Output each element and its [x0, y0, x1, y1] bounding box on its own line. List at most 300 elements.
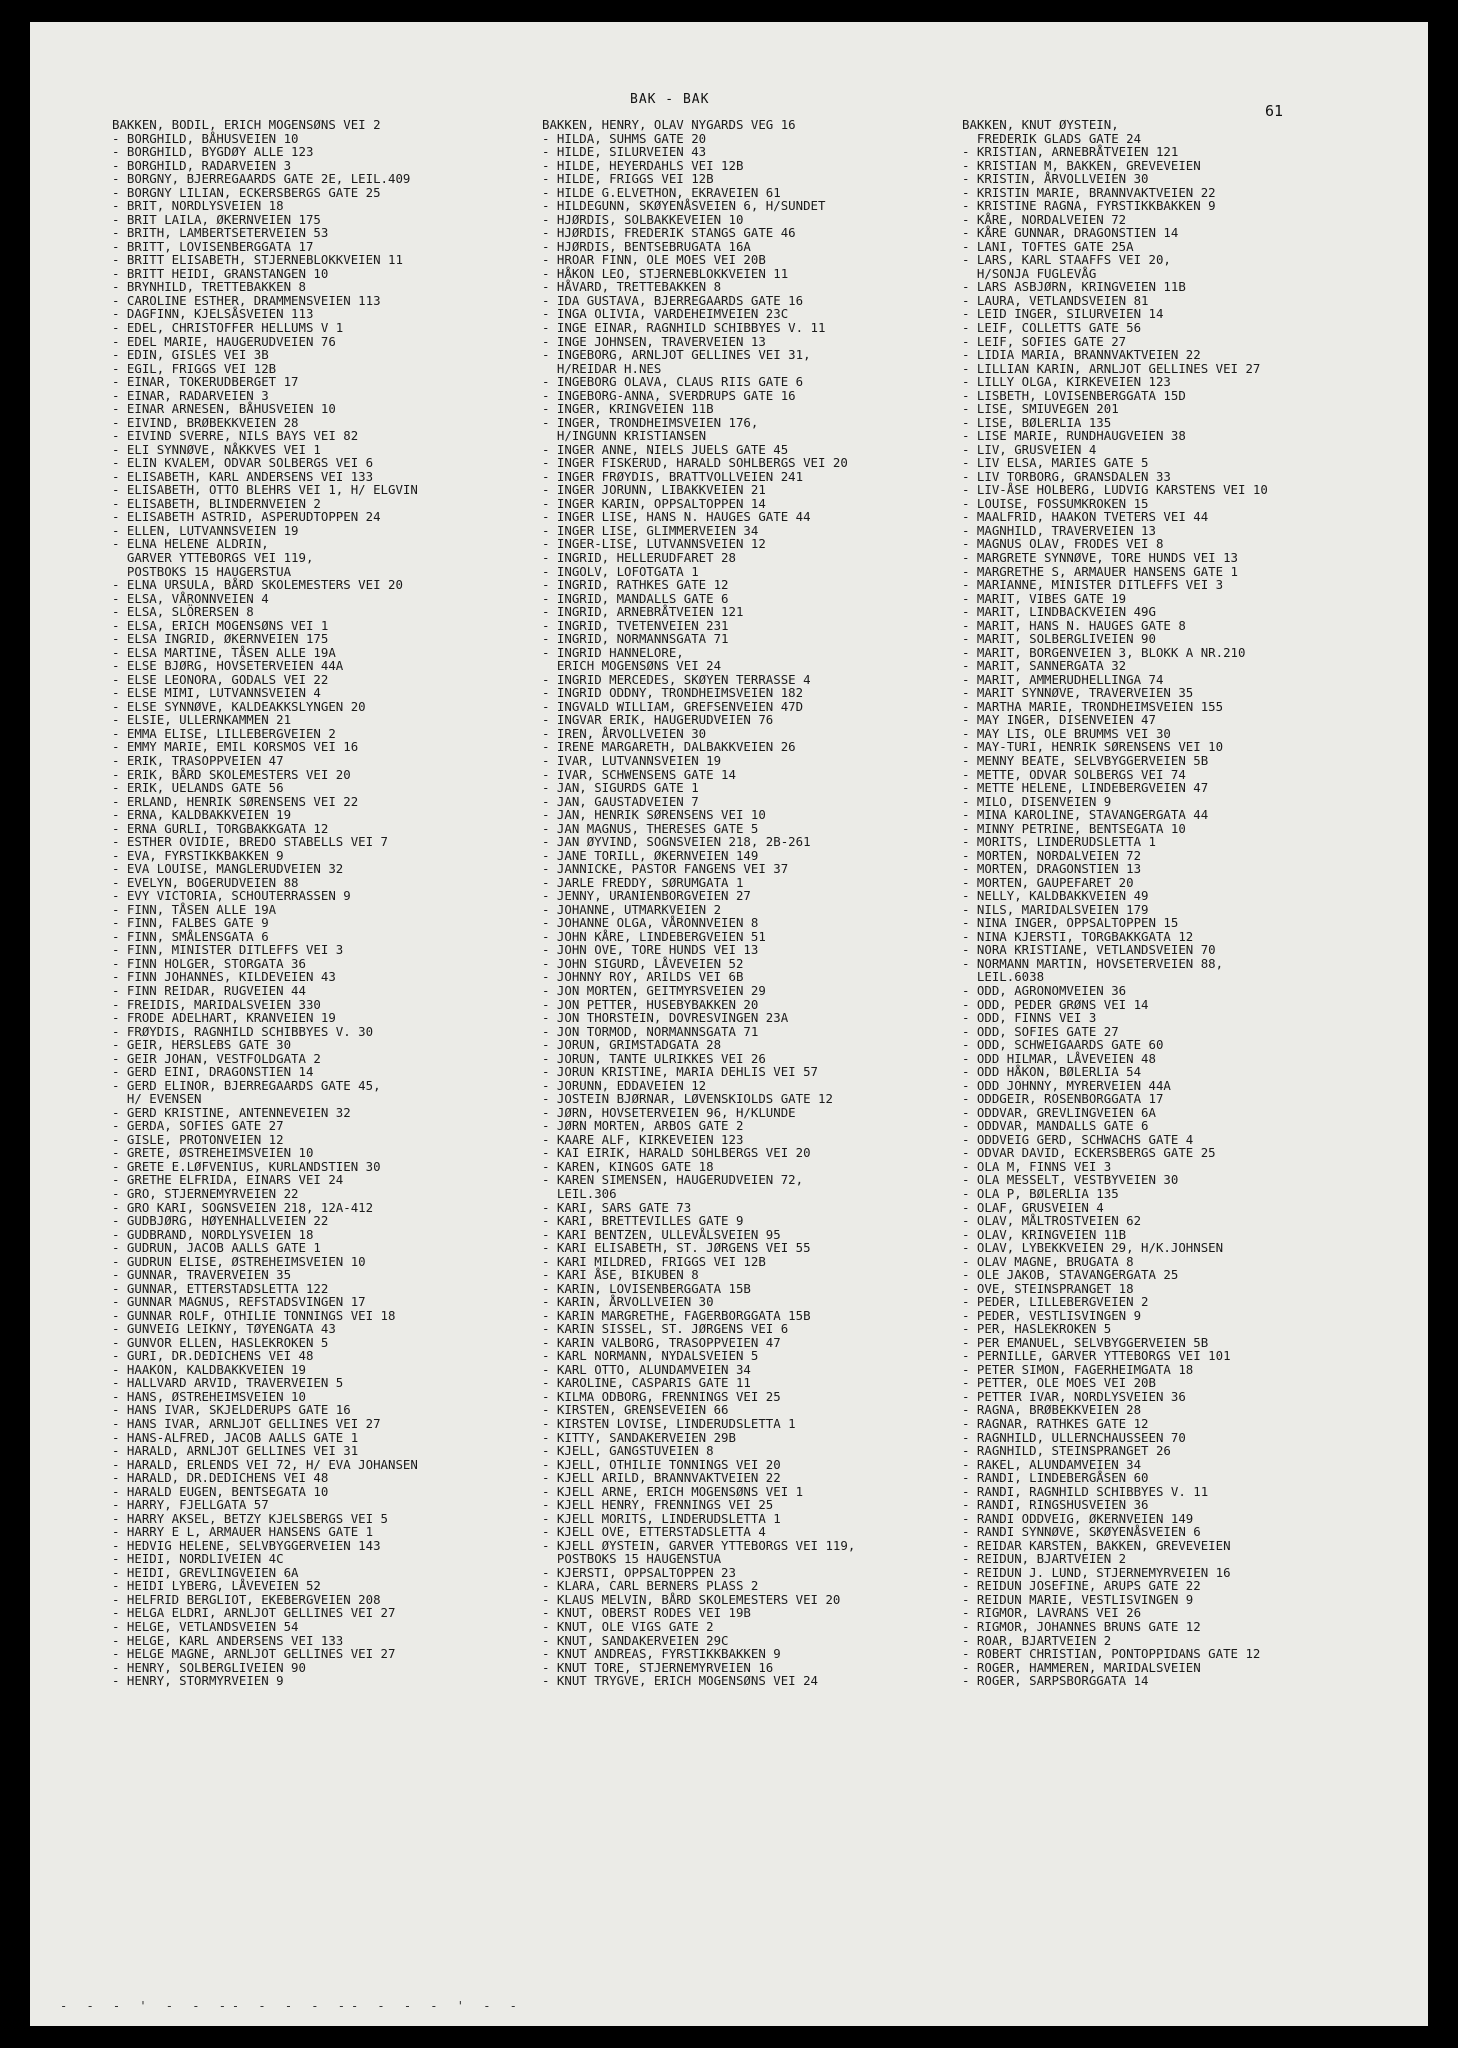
directory-entry: - HALLVARD ARVID, TRAVERVEIEN 5: [112, 1375, 344, 1391]
directory-entry: - ODD, PEDER GRØNS VEI 14: [962, 996, 1149, 1012]
directory-entry: - ELLEN, LUTVANNSVEIEN 19: [112, 522, 299, 538]
directory-entry: - KNUT, OLE VIGS GATE 2: [542, 1618, 714, 1634]
directory-entry: - ROBERT CHRISTIAN, PONTOPPIDANS GATE 12: [962, 1646, 1261, 1662]
directory-entry: - FINN, TÅSEN ALLE 19A: [112, 901, 277, 917]
directory-entry: - GUDRUN ELISE, ØSTREHEIMSVEIEN 10: [112, 1253, 366, 1269]
directory-entry: - RAKEL, ALUNDAMVEIEN 34: [962, 1456, 1142, 1472]
directory-entry: - FINN REIDAR, RUGVEIEN 44: [112, 983, 306, 998]
directory-entry: - RANDI, RINGSHUSVEIEN 36: [962, 1497, 1149, 1513]
directory-entry: - ELISABETH, BLINDERNVEIEN 2: [112, 495, 321, 511]
directory-entry: - MARIT, AMMERUDHELLINGA 74: [962, 671, 1164, 687]
directory-entry: - MARIANNE, MINISTER DITLEFFS VEI 3: [962, 577, 1224, 593]
directory-entry: - BRIT, NORDLYSVEIEN 18: [112, 198, 284, 214]
directory-entry: - HÅKON LEO, STJERNEBLOKKVEIEN 11: [542, 265, 789, 281]
directory-entry: - GRO KARI, SOGNSVEIEN 218, 12A-412: [112, 1199, 374, 1215]
directory-entry: - HÅVARD, TRETTEBAKKEN 8: [542, 279, 722, 295]
directory-entry: - INGRID ODDNY, TRONDHEIMSVEIEN 182: [542, 685, 804, 701]
directory-entry: - LEID INGER, SILURVEIEN 14: [962, 306, 1164, 322]
directory-entry: - EVELYN, BOGERUDVEIEN 88: [112, 874, 299, 890]
directory-entry: - INGRID HANNELORE,: [542, 644, 684, 660]
directory-entry: - ELSA MARTINE, TÅSEN ALLE 19A: [112, 644, 336, 660]
directory-entry: - RANDI, RAGNHILD SCHIBBYES V. 11: [962, 1483, 1209, 1499]
directory-entry: - OVE, STEINSPRANGET 18: [962, 1280, 1134, 1296]
directory-entry: - KJELL ARILD, BRANNVAKTVEIEN 22: [542, 1470, 781, 1486]
directory-entry: - INGVALD WILLIAM, GREFSENVEIEN 47D: [542, 698, 804, 714]
directory-entry: - ELISABETH, OTTO BLEHRS VEI 1, H/ ELGVIN: [112, 482, 418, 498]
directory-entry: - IRENE MARGARETH, DALBAKKVEIEN 26: [542, 739, 796, 755]
directory-entry: - JOHN KÅRE, LINDEBERGVEIEN 51: [542, 928, 766, 944]
directory-entry: - REIDUN JOSEFINE, ARUPS GATE 22: [962, 1578, 1201, 1594]
directory-entry: - GISLE, PROTONVEIEN 12: [112, 1131, 284, 1147]
directory-entry: - JARLE FREDDY, SØRUMGATA 1: [542, 874, 744, 890]
directory-entry: - ODD, SCHWEIGAARDS GATE 60: [962, 1037, 1164, 1053]
directory-entry: - LARS ASBJØRN, KRINGVEIEN 11B: [962, 279, 1186, 295]
directory-entry: - HARALD, DR.DEDICHENS VEI 48: [112, 1470, 329, 1486]
directory-entry: - KJELL ØYSTEIN, GARVER YTTEBORGS VEI 119,: [542, 1537, 856, 1553]
directory-entry: - FINN, MINISTER DITLEFFS VEI 3: [112, 942, 344, 958]
directory-entry: - REIDAR KARSTEN, BAKKEN, GREVEVEIEN: [962, 1537, 1231, 1553]
directory-entry: - MILO, DISENVEIEN 9: [962, 793, 1112, 809]
directory-entry: - KAREN SIMENSEN, HAUGERUDVEIEN 72,: [542, 1172, 804, 1188]
directory-entry: - LAURA, VETLANDSVEIEN 81: [962, 292, 1149, 308]
directory-entry: - PETTER IVAR, NORDLYSVEIEN 36: [962, 1388, 1186, 1404]
directory-entry: - LANI, TOFTES GATE 25A: [962, 238, 1134, 254]
directory-entry: - KNUT TORE, STJERNEMYRVEIEN 16: [542, 1659, 774, 1675]
directory-entry: - HELGE MAGNE, ARNLJOT GELLINES VEI 27: [112, 1646, 396, 1662]
directory-entry: - ODDVAR, MANDALLS GATE 6: [962, 1118, 1149, 1134]
directory-entry: - KJELL ARNE, ERICH MOGENSØNS VEI 1: [542, 1483, 804, 1499]
directory-entry: - ODDVAR, GREVLINGVEIEN 6A: [962, 1104, 1156, 1120]
directory-entry: - BORGHILD, BÅHUSVEIEN 10: [112, 130, 299, 146]
directory-entry: - BORGHILD, BYGDØY ALLE 123: [112, 144, 314, 160]
directory-entry: - BRITT, LOVISENBERGGATA 17: [112, 238, 314, 254]
directory-entry: - GERD ELINOR, BJERREGAARDS GATE 45,: [112, 1077, 381, 1093]
directory-entry: - IREN, ÅRVOLLVEIEN 30: [542, 725, 707, 741]
directory-entry: FREDERIK GLADS GATE 24: [962, 130, 1142, 146]
directory-entry: BAKKEN, BODIL, ERICH MOGENSØNS VEI 2: [112, 117, 381, 132]
directory-entry: H/INGUNN KRISTIANSEN: [542, 428, 707, 444]
directory-entry: - INGER JORUNN, LIBAKKVEIEN 21: [542, 482, 766, 498]
directory-entry: - BORGHILD, RADARVEIEN 3: [112, 157, 292, 173]
directory-entry: - GRETHE ELFRIDA, EINARS VEI 24: [112, 1172, 344, 1188]
directory-entry: H/SONJA FUGLEVÅG: [962, 265, 1097, 281]
directory-entry: - METTE HELENE, LINDEBERGVEIEN 47: [962, 780, 1209, 796]
directory-entry: - JOHNNY ROY, ARILDS VEI 6B: [542, 969, 744, 985]
directory-entry: - ERIK, UELANDS GATE 56: [112, 780, 284, 796]
directory-entry: - ODD, FINNS VEI 3: [962, 1010, 1097, 1026]
directory-entry: - KJERSTI, OPPSALTOPPEN 23: [542, 1564, 736, 1580]
directory-entry: - MARIT, HANS N. HAUGES GATE 8: [962, 617, 1186, 633]
directory-entry: - ODVAR DAVID, ECKERSBERGS GATE 25: [962, 1145, 1216, 1161]
directory-entry: - ELSE LEONORA, GODALS VEI 22: [112, 671, 329, 687]
directory-entry: - JØRN, HOVSETERVEIEN 96, H/KLUNDE: [542, 1104, 796, 1120]
directory-entry: - INGRID, NORMANNSGATA 71: [542, 631, 729, 647]
directory-entry: - HILDA, SUHMS GATE 20: [542, 130, 707, 146]
directory-entry: - GUNNAR, TRAVERVEIEN 35: [112, 1267, 292, 1283]
directory-entry: - GRO, STJERNEMYRVEIEN 22: [112, 1185, 299, 1201]
directory-entry: - INGVAR ERIK, HAUGERUDVEIEN 76: [542, 712, 774, 728]
directory-entry: - HILDE, FRIGGS VEI 12B: [542, 171, 714, 187]
directory-entry: - IDA GUSTAVA, BJERREGAARDS GATE 16: [542, 292, 804, 308]
directory-entry: - KARIN MARGRETHE, FAGERBORGGATA 15B: [542, 1307, 811, 1323]
directory-entry: - JAN ØYVIND, SOGNSVEIEN 218, 2B-261: [542, 834, 811, 850]
directory-entry: - LIV, GRUSVEIEN 4: [962, 441, 1097, 457]
directory-entry: - KARIN, ÅRVOLLVEIEN 30: [542, 1294, 714, 1310]
directory-entry: - HAAKON, KALDBAKKVEIEN 19: [112, 1361, 306, 1377]
directory-entry: - HILDE G.ELVETHON, EKRAVEIEN 61: [542, 184, 781, 200]
directory-entry: - GERD EINI, DRAGONSTIEN 14: [112, 1064, 314, 1080]
directory-entry: - INGE EINAR, RAGNHILD SCHIBBYES V. 11: [542, 319, 826, 335]
directory-entry: - IVAR, LUTVANNSVEIEN 19: [542, 752, 722, 768]
directory-entry: - INGRID MERCEDES, SKØYEN TERRASSE 4: [542, 671, 811, 687]
directory-entry: GARVER YTTEBORGS VEI 119,: [112, 550, 314, 565]
directory-entry: - MAY INGER, DISENVEIEN 47: [962, 712, 1156, 728]
directory-entry: - JON THORSTEIN, DOVRESVINGEN 23A: [542, 1010, 789, 1026]
directory-entry: - EGIL, FRIGGS VEI 12B: [112, 360, 277, 376]
directory-entry: - HARRY AKSEL, BETZY KJELSBERGS VEI 5: [112, 1510, 389, 1526]
directory-entry: - ODD HÅKON, BØLERLIA 54: [962, 1064, 1142, 1080]
directory-entry: - BRITT ELISABETH, STJERNEBLOKKVEIEN 11: [112, 252, 403, 268]
directory-entry: - KRISTIN MARIE, BRANNVAKTVEIEN 22: [962, 184, 1216, 200]
directory-entry: - KIRSTEN, GRENSEVEIEN 66: [542, 1402, 729, 1418]
directory-entry: - KARI ELISABETH, ST. JØRGENS VEI 55: [542, 1240, 811, 1256]
directory-entry: - LISE MARIE, RUNDHAUGVEIEN 38: [962, 428, 1186, 444]
directory-entry: - HELGA ELDRI, ARNLJOT GELLINES VEI 27: [112, 1605, 396, 1621]
directory-entry: - PEDER, LILLEBERGVEIEN 2: [962, 1294, 1149, 1310]
directory-entry: - JON PETTER, HUSEBYBAKKEN 20: [542, 996, 759, 1012]
directory-page: [30, 22, 1428, 2026]
directory-entry: - HJØRDIS, SOLBAKKEVEIEN 10: [542, 211, 744, 227]
directory-entry: - INGER LISE, HANS N. HAUGES GATE 44: [542, 509, 811, 525]
directory-entry: - MAY-TURI, HENRIK SØRENSENS VEI 10: [962, 739, 1224, 755]
directory-entry: - HILDE, SILURVEIEN 43: [542, 144, 707, 160]
directory-entry: - RAGNHILD, ULLERNCHAUSSEEN 70: [962, 1429, 1186, 1445]
directory-entry: - FINN, SMÅLENSGATA 6: [112, 928, 269, 944]
directory-entry: - MAY LIS, OLE BRUMMS VEI 30: [962, 725, 1171, 741]
directory-entry: - MINNY PETRINE, BENTSEGATA 10: [962, 820, 1186, 836]
directory-entry: BAKKEN, HENRY, OLAV NYGARDS VEG 16: [542, 117, 796, 132]
directory-entry: - HANS IVAR, SKJELDERUPS GATE 16: [112, 1402, 351, 1418]
directory-entry: - EMMY MARIE, EMIL KORSMOS VEI 16: [112, 739, 359, 755]
directory-entry: - HELGE, KARL ANDERSENS VEI 133: [112, 1632, 344, 1648]
directory-entry: - MINA KAROLINE, STAVANGERGATA 44: [962, 807, 1209, 823]
directory-entry: - ELISABETH, KARL ANDERSENS VEI 133: [112, 468, 374, 484]
directory-entry: - REIDUN MARIE, VESTLISVINGEN 9: [962, 1591, 1194, 1607]
directory-entry: - MARIT SYNNØVE, TRAVERVEIEN 35: [962, 685, 1194, 701]
footer-marks: - - - ' - - -- - - - -- - - - ' - -: [60, 1999, 523, 2013]
directory-entry: - MAALFRID, HAAKON TVETERS VEI 44: [962, 509, 1209, 525]
directory-entry: - CAROLINE ESTHER, DRAMMENSVEIEN 113: [112, 292, 381, 308]
directory-entry: - MORTEN, NORDALVEIEN 72: [962, 847, 1142, 863]
directory-entry: - KARI, BRETTEVILLES GATE 9: [542, 1213, 744, 1229]
directory-entry: - INGER, TRONDHEIMSVEIEN 176,: [542, 414, 759, 430]
directory-entry: - GUNNAR MAGNUS, REFSTADSVINGEN 17: [112, 1294, 366, 1310]
directory-entry: - EINAR ARNESEN, BÅHUSVEIEN 10: [112, 401, 336, 417]
directory-entry: - HARRY E L, ARMAUER HANSENS GATE 1: [112, 1524, 374, 1540]
directory-entry: - MARGRETE SYNNØVE, TORE HUNDS VEI 13: [962, 550, 1239, 565]
directory-entry: - ELSA, SLÖRERSEN 8: [112, 604, 254, 620]
directory-entry: - ODD, AGRONOMVEIEN 36: [962, 983, 1127, 998]
directory-entry: - HROAR FINN, OLE MOES VEI 20B: [542, 252, 766, 268]
directory-entry: - HELFRID BERGLIOT, EKEBERGVEIEN 208: [112, 1591, 381, 1607]
directory-column-3: [962, 118, 1268, 1688]
directory-entry: POSTBOKS 15 HAUGENSTUA: [542, 1551, 722, 1567]
directory-entry: - REIDUN, BJARTVEIEN 2: [962, 1551, 1127, 1567]
directory-entry: - KJELL MORITS, LINDERUDSLETTA 1: [542, 1510, 781, 1526]
directory-entry: - ERNA, KALDBAKKVEIEN 19: [112, 807, 292, 823]
directory-entry: - MARIT, BORGENVEIEN 3, BLOKK A NR.210: [962, 644, 1246, 660]
directory-entry: - GRETE E.LØFVENIUS, KURLANDSTIEN 30: [112, 1158, 381, 1174]
directory-entry: - RAGNA, BRØBEKKVEIEN 28: [962, 1402, 1142, 1418]
directory-entry: - INGER FRØYDIS, BRATTVOLLVEIEN 241: [542, 468, 804, 484]
page-header: BAK - BAK: [630, 92, 710, 107]
directory-entry: - KNUT ANDREAS, FYRSTIKKBAKKEN 9: [542, 1646, 781, 1662]
directory-entry: - ESTHER OVIDIE, BREDO STABELLS VEI 7: [112, 834, 389, 850]
directory-entry: - OLAV, KRINGVEIEN 11B: [962, 1226, 1127, 1242]
directory-entry: - LEIF, SOFIES GATE 27: [962, 333, 1127, 349]
directory-entry: - KAARE ALF, KIRKEVEIEN 123: [542, 1131, 744, 1147]
directory-entry: - HJØRDIS, BENTSEBRUGATA 16A: [542, 238, 751, 254]
directory-entry: - HEIDI, GREVLINGVEIEN 6A: [112, 1564, 299, 1580]
directory-entry: - KJELL, GANGSTUVEIEN 8: [542, 1443, 714, 1459]
directory-entry: - FINN, FALBES GATE 9: [112, 915, 269, 931]
directory-entry: - OLA P, BØLERLIA 135: [962, 1185, 1119, 1201]
directory-entry: - INGER FISKERUD, HARALD SOHLBERGS VEI 20: [542, 455, 848, 471]
directory-entry: - FREIDIS, MARIDALSVEIEN 330: [112, 996, 321, 1012]
directory-entry: - NINA INGER, OPPSALTOPPEN 15: [962, 915, 1179, 931]
directory-entry: - HENRY, STORMYRVEIEN 9: [112, 1673, 284, 1689]
directory-entry: - REIDUN J. LUND, STJERNEMYRVEIEN 16: [962, 1564, 1231, 1580]
directory-entry: LEIL.6038: [962, 969, 1045, 985]
directory-entry: - PETER SIMON, FAGERHEIMGATA 18: [962, 1361, 1194, 1377]
directory-entry: - EDEL, CHRISTOFFER HELLUMS V 1: [112, 319, 344, 335]
directory-entry: - HARALD EUGEN, BENTSEGATA 10: [112, 1483, 329, 1499]
directory-entry: - METTE, ODVAR SOLBERGS VEI 74: [962, 766, 1186, 782]
directory-entry: - ODDVEIG GERD, SCHWACHS GATE 4: [962, 1131, 1194, 1147]
directory-entry: - PETTER, OLE MOES VEI 20B: [962, 1375, 1156, 1391]
directory-entry: - LIDIA MARIA, BRANNVAKTVEIEN 22: [962, 347, 1201, 363]
directory-entry: - JON MORTEN, GEITMYRSVEIEN 29: [542, 983, 766, 998]
directory-entry: - RANDI, LINDEBERGÅSEN 60: [962, 1470, 1149, 1486]
directory-entry: - OLAF, GRUSVEIEN 4: [962, 1199, 1104, 1215]
directory-entry: - ELSA, ERICH MOGENSØNS VEI 1: [112, 617, 329, 633]
directory-entry: - KJELL OVE, ETTERSTADSLETTA 4: [542, 1524, 766, 1540]
directory-entry: - ELIN KVALEM, ODVAR SOLBERGS VEI 6: [112, 455, 374, 471]
directory-entry: - BRITT HEIDI, GRANSTANGEN 10: [112, 265, 329, 281]
directory-entry: - LIV TORBORG, GRANSDALEN 33: [962, 468, 1171, 484]
directory-entry: - INGER-LISE, LUTVANNSVEIEN 12: [542, 536, 766, 552]
directory-entry: - HEDVIG HELENE, SELVBYGGERVEIEN 143: [112, 1537, 381, 1553]
directory-entry: - INGRID, TVETENVEIEN 231: [542, 617, 729, 633]
directory-entry: - ELSE MIMI, LUTVANNSVEIEN 4: [112, 685, 321, 701]
directory-entry: - KÅRE, NORDALVEIEN 72: [962, 211, 1127, 227]
directory-entry: - KARIN SISSEL, ST. JØRGENS VEI 6: [542, 1321, 789, 1337]
directory-entry: - KARI MILDRED, FRIGGS VEI 12B: [542, 1253, 766, 1269]
directory-entry: - KARI ÅSE, BIKUBEN 8: [542, 1267, 699, 1283]
directory-entry: - BORGNY, BJERREGAARDS GATE 2E, LEIL.409: [112, 171, 411, 187]
directory-entry: - MORTEN, DRAGONSTIEN 13: [962, 861, 1142, 877]
directory-entry: - OLAV MAGNE, BRUGATA 8: [962, 1253, 1134, 1269]
directory-entry: - INGRID, MANDALLS GATE 6: [542, 590, 729, 606]
directory-entry: - ODD, SOFIES GATE 27: [962, 1023, 1119, 1039]
directory-entry: - BRYNHILD, TRETTEBAKKEN 8: [112, 279, 306, 295]
directory-entry: - GUNNAR, ETTERSTADSLETTA 122: [112, 1280, 329, 1296]
directory-entry: - MAGNHILD, TRAVERVEIEN 13: [962, 522, 1156, 538]
directory-entry: - KARIN VALBORG, TRASOPPVEIEN 47: [542, 1334, 781, 1350]
directory-entry: - HELGE, VETLANDSVEIEN 54: [112, 1618, 299, 1634]
directory-entry: - ELNA URSULA, BÅRD SKOLEMESTERS VEI 20: [112, 577, 403, 593]
directory-entry: - KARI BENTZEN, ULLEVÅLSVEIEN 95: [542, 1226, 781, 1242]
directory-entry: - KNUT, SANDAKERVEIEN 29C: [542, 1632, 729, 1648]
directory-entry: - MARTHA MARIE, TRONDHEIMSVEIEN 155: [962, 698, 1224, 714]
directory-entry: - KLARA, CARL BERNERS PLASS 2: [542, 1578, 759, 1594]
directory-entry: - GUDRUN, JACOB AALLS GATE 1: [112, 1240, 321, 1256]
directory-entry: - KJELL HENRY, FRENNINGS VEI 25: [542, 1497, 774, 1513]
directory-entry: - LIV-ÅSE HOLBERG, LUDVIG KARSTENS VEI 10: [962, 482, 1268, 498]
directory-entry: - ERNA GURLI, TORGBAKKGATA 12: [112, 820, 329, 836]
directory-entry: - MARGRETHE S, ARMAUER HANSENS GATE 1: [962, 563, 1239, 579]
directory-entry: - ELSE BJØRG, HOVSETERVEIEN 44A: [112, 658, 344, 674]
directory-entry: - KAI EIRIK, HARALD SOHLBERGS VEI 20: [542, 1145, 811, 1161]
directory-entry: - INGER ANNE, NIELS JUELS GATE 45: [542, 441, 789, 457]
directory-entry: - GERDA, SOFIES GATE 27: [112, 1118, 284, 1134]
directory-entry: - LARS, KARL STAAFFS VEI 20,: [962, 252, 1171, 268]
directory-entry: - MARIT, VIBES GATE 19: [962, 590, 1127, 606]
page-number: 61: [1265, 102, 1284, 120]
directory-entry: - ELNA HELENE ALDRIN,: [112, 536, 269, 552]
directory-entry: - EVA LOUISE, MANGLERUDVEIEN 32: [112, 861, 344, 877]
directory-entry: - IVAR, SCHWENSENS GATE 14: [542, 766, 736, 782]
directory-entry: - KNUT TRYGVE, ERICH MOGENSØNS VEI 24: [542, 1673, 819, 1689]
directory-entry: - INGOLV, LOFOTGATA 1: [542, 563, 699, 579]
directory-entry: - HANS IVAR, ARNLJOT GELLINES VEI 27: [112, 1416, 381, 1431]
directory-entry: - GUNVOR ELLEN, HASLEKROKEN 5: [112, 1334, 329, 1350]
directory-entry: - JOSTEIN BJØRNAR, LØVENSKIOLDS GATE 12: [542, 1091, 833, 1107]
directory-entry: - EINAR, TOKERUDBERGET 17: [112, 374, 299, 390]
directory-entry: - JAN, SIGURDS GATE 1: [542, 780, 699, 796]
directory-entry: - ELSA, VÅRONNVEIEN 4: [112, 590, 269, 606]
directory-entry: - LISBETH, LOVISENBERGGATA 15D: [962, 387, 1186, 403]
directory-entry: - ERIK, BÅRD SKOLEMESTERS VEI 20: [112, 766, 351, 782]
directory-entry: - EIVIND SVERRE, NILS BAYS VEI 82: [112, 428, 359, 444]
directory-entry: - BRIT LAILA, ØKERNVEIEN 175: [112, 211, 321, 227]
directory-entry: - HILDE, HEYERDAHLS VEI 12B: [542, 157, 744, 173]
directory-entry: - KARL OTTO, ALUNDAMVEIEN 34: [542, 1361, 751, 1377]
directory-entry: - INGEBORG OLAVA, CLAUS RIIS GATE 6: [542, 374, 804, 390]
directory-entry: - DAGFINN, KJELSÅSVEIEN 113: [112, 306, 314, 322]
directory-entry: - FRODE ADELHART, KRANVEIEN 19: [112, 1010, 336, 1026]
directory-entry: - JANNICKE, PASTOR FANGENS VEI 37: [542, 861, 789, 877]
directory-entry: - JOHANNE OLGA, VÅRONNVEIEN 8: [542, 915, 759, 931]
directory-entry: - KRISTIAN, ARNEBRÅTVEIEN 121: [962, 144, 1179, 160]
directory-entry: - JOHN OVE, TORE HUNDS VEI 13: [542, 942, 759, 958]
directory-entry: - KILMA ODBORG, FRENNINGS VEI 25: [542, 1388, 781, 1404]
directory-entry: - ERIK, TRASOPPVEIEN 47: [112, 752, 284, 768]
directory-entry: - INGRID, RATHKES GATE 12: [542, 577, 729, 593]
directory-entry: POSTBOKS 15 HAUGERSTUA: [112, 563, 292, 579]
directory-entry: - JORUN, GRIMSTADGATA 28: [542, 1037, 722, 1053]
directory-entry: - LISE, BØLERLIA 135: [962, 414, 1112, 430]
directory-entry: - MORITS, LINDERUDSLETTA 1: [962, 834, 1156, 850]
directory-entry: - EMMA ELISE, LILLEBERGVEIEN 2: [112, 725, 336, 741]
directory-entry: - JORUN, TANTE ULRIKKES VEI 26: [542, 1050, 766, 1066]
directory-entry: - BORGNY LILIAN, ECKERSBERGS GATE 25: [112, 184, 381, 200]
directory-column-2: [542, 118, 855, 1688]
directory-entry: - PER EMANUEL, SELVBYGGERVEIEN 5B: [962, 1334, 1209, 1350]
directory-entry: - LISE, SMIUVEGEN 201: [962, 401, 1119, 417]
directory-entry: - OLAV, LYBEKKVEIEN 29, H/K.JOHNSEN: [962, 1240, 1224, 1256]
directory-entry: - INGEBORG-ANNA, SVERDRUPS GATE 16: [542, 387, 796, 403]
directory-entry: - HANS-ALFRED, JACOB AALLS GATE 1: [112, 1429, 359, 1445]
directory-entry: - EVY VICTORIA, SCHOUTERRASSEN 9: [112, 888, 351, 904]
directory-entry: - INGER KARIN, OPPSALTOPPEN 14: [542, 495, 766, 511]
directory-entry: - PEDER, VESTLISVINGEN 9: [962, 1307, 1142, 1323]
directory-entry: - ELSA INGRID, ØKERNVEIEN 175: [112, 631, 329, 647]
directory-entry: - ELSIE, ULLERNKAMMEN 21: [112, 712, 292, 728]
directory-entry: - OLAV, MÅLTROSTVEIEN 62: [962, 1213, 1142, 1229]
directory-entry: - RANDI ODDVEIG, ØKERNVEIEN 149: [962, 1510, 1194, 1526]
directory-entry: - KLAUS MELVIN, BÅRD SKOLEMESTERS VEI 20: [542, 1591, 841, 1607]
directory-entry: - JON TORMOD, NORMANNSGATA 71: [542, 1023, 759, 1039]
directory-entry: - GEIR, HERSLEBS GATE 30: [112, 1037, 292, 1053]
directory-entry: - KRISTIAN M, BAKKEN, GREVEVEIEN: [962, 157, 1201, 173]
directory-entry: - KARL NORMANN, NYDALSVEIEN 5: [542, 1348, 759, 1364]
directory-entry: - ROAR, BJARTVEIEN 2: [962, 1632, 1112, 1648]
directory-entry: - NORA KRISTIANE, VETLANDSVEIEN 70: [962, 942, 1216, 958]
directory-entry: - GUNNAR ROLF, OTHILIE TONNINGS VEI 18: [112, 1307, 396, 1323]
directory-entry: - MORTEN, GAUPEFARET 20: [962, 874, 1134, 890]
directory-entry: - FINN HOLGER, STORGATA 36: [112, 955, 306, 971]
directory-entry: - INGER LISE, GLIMMERVEIEN 34: [542, 522, 759, 538]
directory-entry: - HARALD, ARNLJOT GELLINES VEI 31: [112, 1443, 359, 1459]
directory-entry: - OLA MESSELT, VESTBYVEIEN 30: [962, 1172, 1179, 1188]
directory-entry: - KARI, SARS GATE 73: [542, 1199, 692, 1215]
directory-entry: - NILS, MARIDALSVEIEN 179: [962, 901, 1149, 917]
directory-entry: - EIVIND, BRØBEKKVEIEN 28: [112, 414, 299, 430]
directory-entry: - EVA, FYRSTIKKBAKKEN 9: [112, 847, 284, 863]
directory-entry: - JORUNN, EDDAVEIEN 12: [542, 1077, 707, 1093]
directory-entry: - HEIDI, NORDLIVEIEN 4C: [112, 1551, 284, 1567]
directory-entry: - PERNILLE, GARVER YTTEBORGS VEI 101: [962, 1348, 1231, 1364]
directory-entry: - NELLY, KALDBAKKVEIEN 49: [962, 888, 1149, 904]
directory-entry: - JORUN KRISTINE, MARIA DEHLIS VEI 57: [542, 1064, 819, 1080]
directory-entry: - ELI SYNNØVE, NÅKKVES VEI 1: [112, 441, 321, 457]
directory-entry: - GRETE, ØSTREHEIMSVEIEN 10: [112, 1145, 314, 1161]
directory-entry: - HENRY, SOLBERGLIVEIEN 90: [112, 1659, 306, 1675]
directory-entry: - HILDEGUNN, SKØYENÅSVEIEN 6, H/SUNDET: [542, 198, 826, 214]
directory-entry: - ODDGEIR, ROSENBORGGATA 17: [962, 1091, 1164, 1107]
directory-entry: BAKKEN, KNUT ØYSTEIN,: [962, 117, 1119, 132]
directory-entry: - MARIT, SOLBERGLIVEIEN 90: [962, 631, 1156, 647]
directory-entry: - EINAR, RADARVEIEN 3: [112, 387, 269, 403]
directory-entry: - GEIR JOHAN, VESTFOLDGATA 2: [112, 1050, 321, 1066]
directory-entry: - HJØRDIS, FREDERIK STANGS GATE 46: [542, 225, 796, 241]
directory-entry: - FRØYDIS, RAGNHILD SCHIBBYES V. 30: [112, 1023, 374, 1039]
directory-entry: - KÅRE GUNNAR, DRAGONSTIEN 14: [962, 225, 1179, 241]
directory-entry: - ODD HILMAR, LÅVEVEIEN 48: [962, 1050, 1156, 1066]
directory-entry: - GUDBJØRG, HØYENHALLVEIEN 22: [112, 1213, 329, 1229]
directory-entry: - KAREN, KINGOS GATE 18: [542, 1158, 714, 1174]
directory-entry: - ROGER, SARPSBORGGATA 14: [962, 1673, 1149, 1689]
directory-column-1: [112, 118, 418, 1688]
directory-entry: - JØRN MORTEN, ARBOS GATE 2: [542, 1118, 744, 1134]
directory-entry: - ELSE SYNNØVE, KALDEAKKSLYNGEN 20: [112, 698, 366, 714]
directory-entry: - KARIN, LOVISENBERGGATA 15B: [542, 1280, 751, 1296]
directory-entry: - HANS, ØSTREHEIMSVEIEN 10: [112, 1388, 306, 1404]
directory-entry: - KAROLINE, CASPARIS GATE 11: [542, 1375, 751, 1391]
directory-entry: - RAGNHILD, STEINSPRANGET 26: [962, 1443, 1171, 1459]
directory-entry: - INGRID, ARNEBRÅTVEIEN 121: [542, 604, 744, 620]
